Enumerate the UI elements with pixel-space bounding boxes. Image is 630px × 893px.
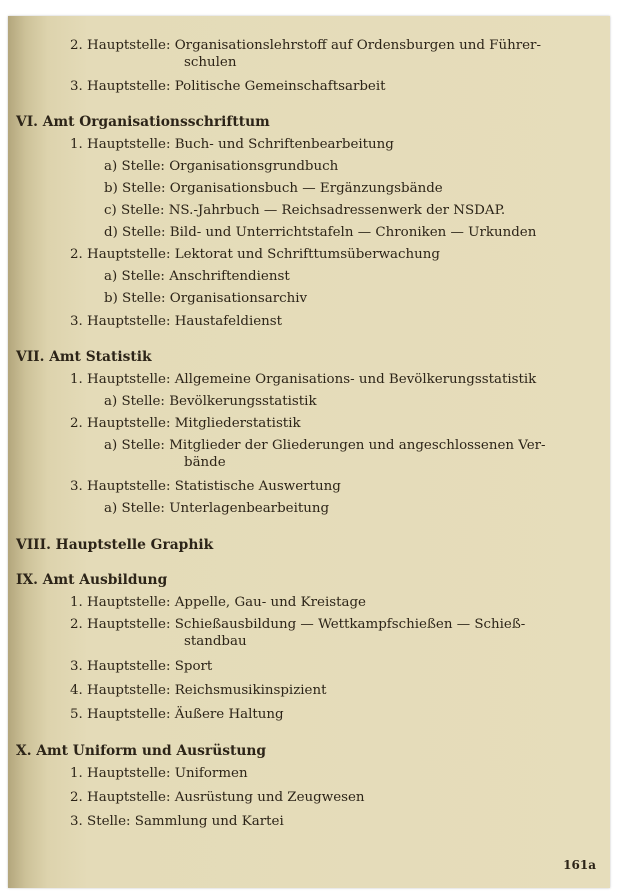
- outline-entry: a) Stelle: Unterlagenbearbeitung: [104, 501, 330, 516]
- outline-entry: 3. Hauptstelle: Sport: [70, 659, 213, 674]
- book-page: [8, 16, 610, 888]
- outline-entry: 2. Hauptstelle: Mitgliederstatistik: [70, 416, 301, 431]
- outline-entry: schulen: [184, 55, 237, 70]
- outline-entry: 1. Hauptstelle: Appelle, Gau- und Kreistage: [70, 595, 366, 610]
- page-number: 161a: [563, 858, 596, 872]
- outline-entry: 2. Hauptstelle: Lektorat und Schrifttumsüberwachung: [70, 247, 440, 262]
- outline-entry: d) Stelle: Bild- und Unterrichtstafeln — Chroniken — Urkunden: [104, 225, 537, 240]
- section-heading: VIII. Hauptstelle Graphik: [16, 537, 214, 553]
- outline-entry: a) Stelle: Organisationsgrundbuch: [104, 159, 339, 174]
- outline-entry: a) Stelle: Bevölkerungsstatistik: [104, 394, 317, 409]
- outline-entry: 3. Stelle: Sammlung und Kartei: [70, 814, 284, 829]
- section-heading: VII. Amt Statistik: [16, 349, 152, 365]
- outline-entry: bände: [184, 455, 226, 470]
- outline-entry: standbau: [184, 634, 247, 649]
- outline-entry: 1. Hauptstelle: Buch- und Schriftenbearbeitung: [70, 137, 394, 152]
- outline-entry: 2. Hauptstelle: Ausrüstung und Zeugwesen: [70, 790, 365, 805]
- outline-entry: 4. Hauptstelle: Reichsmusikinspizient: [70, 683, 327, 698]
- outline-entry: 1. Hauptstelle: Uniformen: [70, 766, 248, 781]
- outline-entry: a) Stelle: Anschriftendienst: [104, 269, 290, 284]
- outline-entry: 1. Hauptstelle: Allgemeine Organisations- und Bevölkerungsstatistik: [70, 372, 537, 387]
- section-heading: X. Amt Uniform und Ausrüstung: [16, 743, 267, 759]
- outline-entry: 2. Hauptstelle: Organisationslehrstoff auf Ordensburgen und Führer-: [70, 38, 541, 53]
- outline-entry: 2. Hauptstelle: Schießausbildung — Wettkampfschießen — Schieß-: [70, 617, 526, 632]
- outline-entry: b) Stelle: Organisationsbuch — Ergänzungsbände: [104, 181, 443, 196]
- outline-entry: 3. Hauptstelle: Politische Gemeinschaftsarbeit: [70, 79, 386, 94]
- outline-entry: 3. Hauptstelle: Statistische Auswertung: [70, 479, 341, 494]
- outline-entry: 3. Hauptstelle: Haustafeldienst: [70, 314, 283, 329]
- outline-entry: b) Stelle: Organisationsarchiv: [104, 291, 308, 306]
- outline-entry: a) Stelle: Mitglieder der Gliederungen und angeschlossenen Ver-: [104, 438, 546, 453]
- outline-entry: 5. Hauptstelle: Äußere Haltung: [70, 707, 284, 722]
- outline-entry: c) Stelle: NS.-Jahrbuch — Reichsadressenwerk der NSDAP.: [104, 203, 506, 218]
- section-heading: IX. Amt Ausbildung: [16, 572, 168, 588]
- section-heading: VI. Amt Organisationsschrifttum: [16, 114, 270, 130]
